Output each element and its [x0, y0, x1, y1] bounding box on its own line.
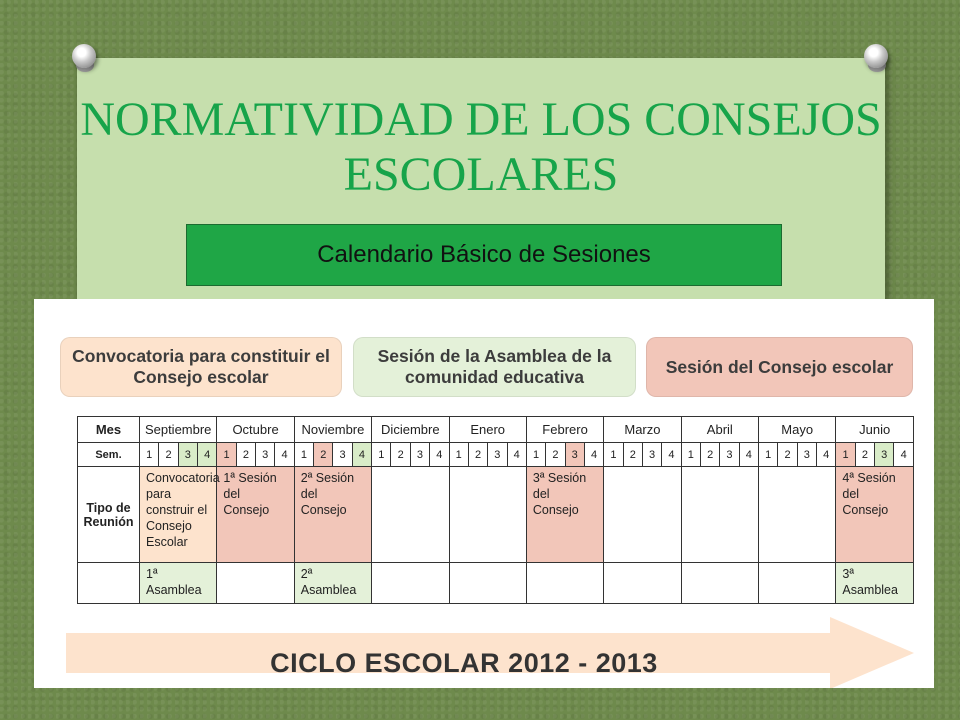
row-weeks [78, 443, 914, 467]
month-header: Febrero [526, 417, 603, 443]
month-header: Junio [836, 417, 914, 443]
week-cell: 3 [333, 443, 352, 467]
week-cell: 1 [681, 443, 700, 467]
week-cell: 3 [256, 443, 275, 467]
week-cell: 2 [855, 443, 874, 467]
week-cell: 2 [546, 443, 565, 467]
event-asamblea-2: 2ª Asamblea [300, 567, 357, 597]
month-header: Septiembre [140, 417, 217, 443]
week-cell: 3 [875, 443, 894, 467]
event-sesion-2: 2ª Sesión del Consejo [300, 471, 355, 517]
event-asamblea-1: 1ª Asamblea [146, 567, 202, 597]
week-cell: 4 [430, 443, 449, 467]
month-header: Marzo [604, 417, 681, 443]
week-cell: 2 [391, 443, 410, 467]
event-convocatoria: Convocatoria para construir el Consejo Escolar [146, 471, 220, 549]
event-sesion-4: 4ª Sesión del Consejo [842, 471, 896, 517]
week-cell: 4 [275, 443, 294, 467]
legend-convocatoria: Convocatoria para constituir el Consejo escolar [60, 337, 342, 397]
week-cell: 3 [178, 443, 197, 467]
week-cell: 4 [739, 443, 758, 467]
week-cell: 1 [604, 443, 623, 467]
week-cell: 3 [488, 443, 507, 467]
calendar-panel [34, 299, 934, 688]
cycle-label: CICLO ESCOLAR 2012 - 2013 [270, 648, 658, 678]
month-header: Octubre [217, 417, 294, 443]
week-cell: 1 [294, 443, 313, 467]
week-cell: 3 [565, 443, 584, 467]
week-cell: 3 [797, 443, 816, 467]
legend-consejo: Sesión del Consejo escolar [646, 337, 913, 397]
row-asamblea [78, 563, 914, 604]
month-header: Abril [681, 417, 758, 443]
week-cell: 1 [372, 443, 391, 467]
week-cell: 4 [198, 443, 217, 467]
row-months [78, 417, 914, 443]
pushpin-right-icon [860, 42, 894, 76]
week-cell: 2 [236, 443, 255, 467]
week-cell: 3 [720, 443, 739, 467]
week-cell: 4 [662, 443, 681, 467]
month-header: Enero [449, 417, 526, 443]
week-cell: 2 [623, 443, 642, 467]
week-cell: 2 [314, 443, 333, 467]
week-cell: 4 [507, 443, 526, 467]
week-cell: 4 [584, 443, 603, 467]
week-cell: 2 [700, 443, 719, 467]
week-cell: 2 [468, 443, 487, 467]
month-header: Diciembre [372, 417, 449, 443]
week-cell: 1 [140, 443, 159, 467]
week-cell: 4 [817, 443, 836, 467]
week-cell: 1 [526, 443, 545, 467]
label-mes: Mes [78, 417, 140, 443]
pushpin-left-icon [68, 42, 102, 76]
slide-title: NORMATIVIDAD DE LOS CONSEJOS ESCOLARES [80, 93, 882, 201]
label-sem: Sem. [78, 443, 140, 467]
subtitle-banner: Calendario Básico de Sesiones [186, 224, 782, 286]
week-cell: 2 [159, 443, 178, 467]
week-cell: 3 [642, 443, 661, 467]
month-header: Mayo [759, 417, 836, 443]
week-cell: 4 [894, 443, 914, 467]
event-asamblea-3: 3ª Asamblea [842, 567, 898, 597]
week-cell: 1 [836, 443, 855, 467]
week-cell: 1 [449, 443, 468, 467]
month-header: Noviembre [294, 417, 371, 443]
week-cell: 1 [759, 443, 778, 467]
event-sesion-1: 1ª Sesión del Consejo [223, 471, 277, 517]
week-cell: 3 [410, 443, 429, 467]
label-tipo: Tipo de Reunión [78, 467, 140, 563]
calendar-table [77, 416, 914, 604]
legend-asamblea: Sesión de la Asamblea de la comunidad educativa [353, 337, 636, 397]
row-tipo [78, 467, 914, 563]
week-cell: 4 [352, 443, 371, 467]
event-sesion-3: 3ª Sesión del Consejo [532, 471, 587, 517]
week-cell: 1 [217, 443, 236, 467]
week-cell: 2 [778, 443, 797, 467]
